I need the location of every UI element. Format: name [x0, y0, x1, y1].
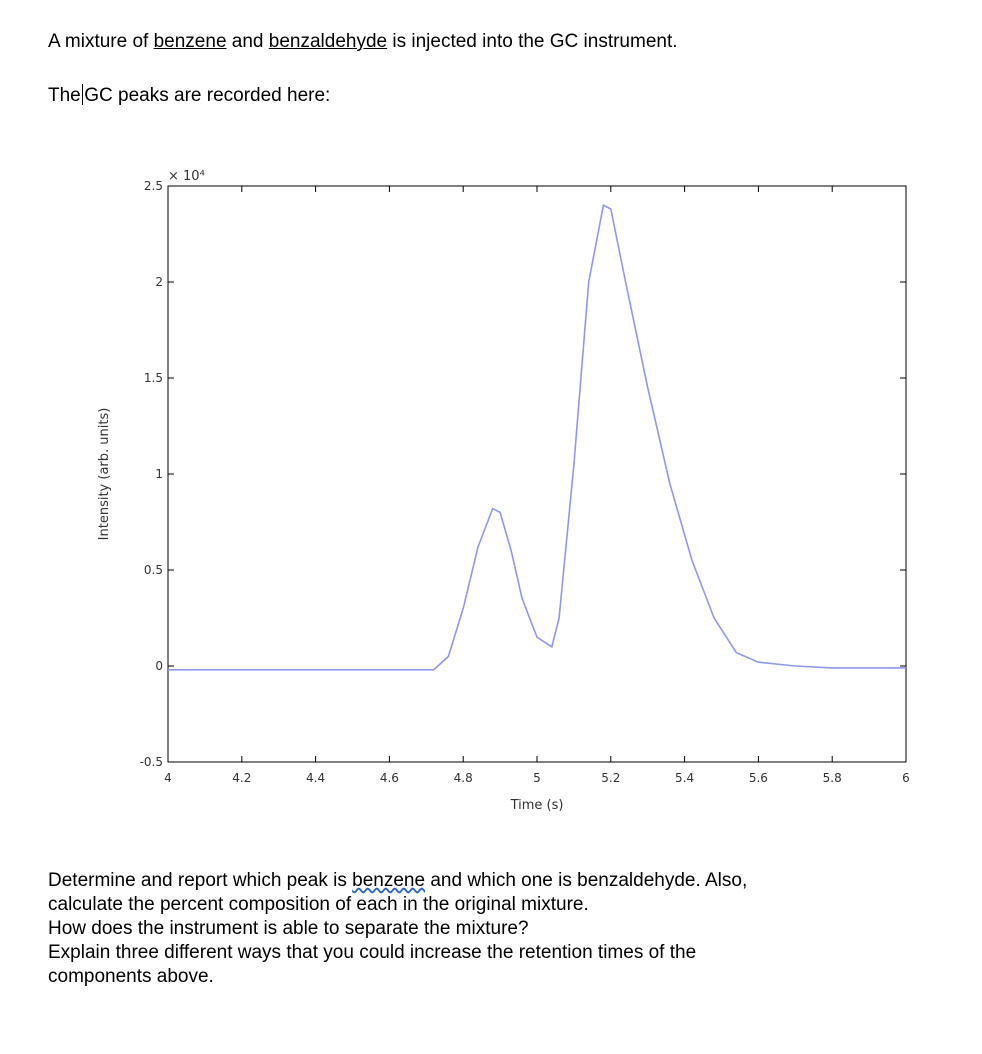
intro-line-2 [48, 84, 330, 107]
x-tick-label: 4.6 [379, 771, 399, 785]
chart-ticks [168, 186, 906, 762]
question-2: calculate the percent composition of each in the original mixture. [48, 894, 589, 915]
y-tick-label: 0 [155, 659, 163, 673]
y-tick-label: 2.5 [143, 179, 163, 193]
y-multiplier-label: × 10⁴ [168, 169, 205, 184]
benzene-link: benzene [153, 31, 227, 52]
x-tick-label: 5.4 [675, 771, 695, 785]
gc-chart [0, 140, 982, 840]
x-tick-label: 4 [164, 771, 172, 785]
question-1 [48, 869, 948, 893]
intro2-text-2: GC peaks are recorded here: [84, 85, 331, 106]
q1-text-2: and which one is benzaldehyde. Also, [425, 870, 748, 891]
chart-axes [168, 186, 906, 762]
series-line [168, 205, 906, 670]
x-tick-label: 4.4 [306, 771, 326, 785]
plot-frame [168, 186, 906, 762]
x-tick-label: 5 [533, 771, 541, 785]
y-tick-label: 0.5 [143, 563, 163, 577]
y-tick-label: 1 [155, 467, 163, 481]
chart-tick-labels [140, 179, 910, 785]
y-tick-label: -0.5 [139, 755, 163, 769]
x-axis-label: Time (s) [510, 798, 564, 813]
x-tick-label: 5.8 [822, 771, 842, 785]
benzene-spellcheck: benzene [352, 870, 426, 891]
q1-text-1: Determine and report which peak is [48, 870, 353, 891]
intro2-text-1: The [48, 85, 81, 106]
question-5: components above. [48, 966, 214, 987]
x-tick-label: 5.6 [748, 771, 768, 785]
x-tick-label: 6 [902, 771, 910, 785]
benzaldehyde-link: benzaldehyde [268, 31, 388, 52]
question-4: Explain three different ways that you could increase the retention times of the [48, 942, 697, 963]
x-tick-label: 4.2 [232, 771, 252, 785]
intro-text-1: A mixture of [48, 31, 154, 52]
x-tick-label: 4.8 [453, 771, 473, 785]
question-3: How does the instrument is able to separate the mixture? [48, 918, 529, 939]
y-tick-label: 1.5 [143, 371, 163, 385]
x-tick-label: 5.2 [601, 771, 621, 785]
intro-text-3: is injected into the GC instrument. [387, 31, 678, 52]
questions-block [48, 869, 948, 989]
y-axis-label: Intensity (arb. units) [97, 407, 112, 541]
intro-line-1 [48, 31, 678, 53]
intro-text-2: and [226, 31, 269, 52]
y-tick-label: 2 [155, 275, 163, 289]
